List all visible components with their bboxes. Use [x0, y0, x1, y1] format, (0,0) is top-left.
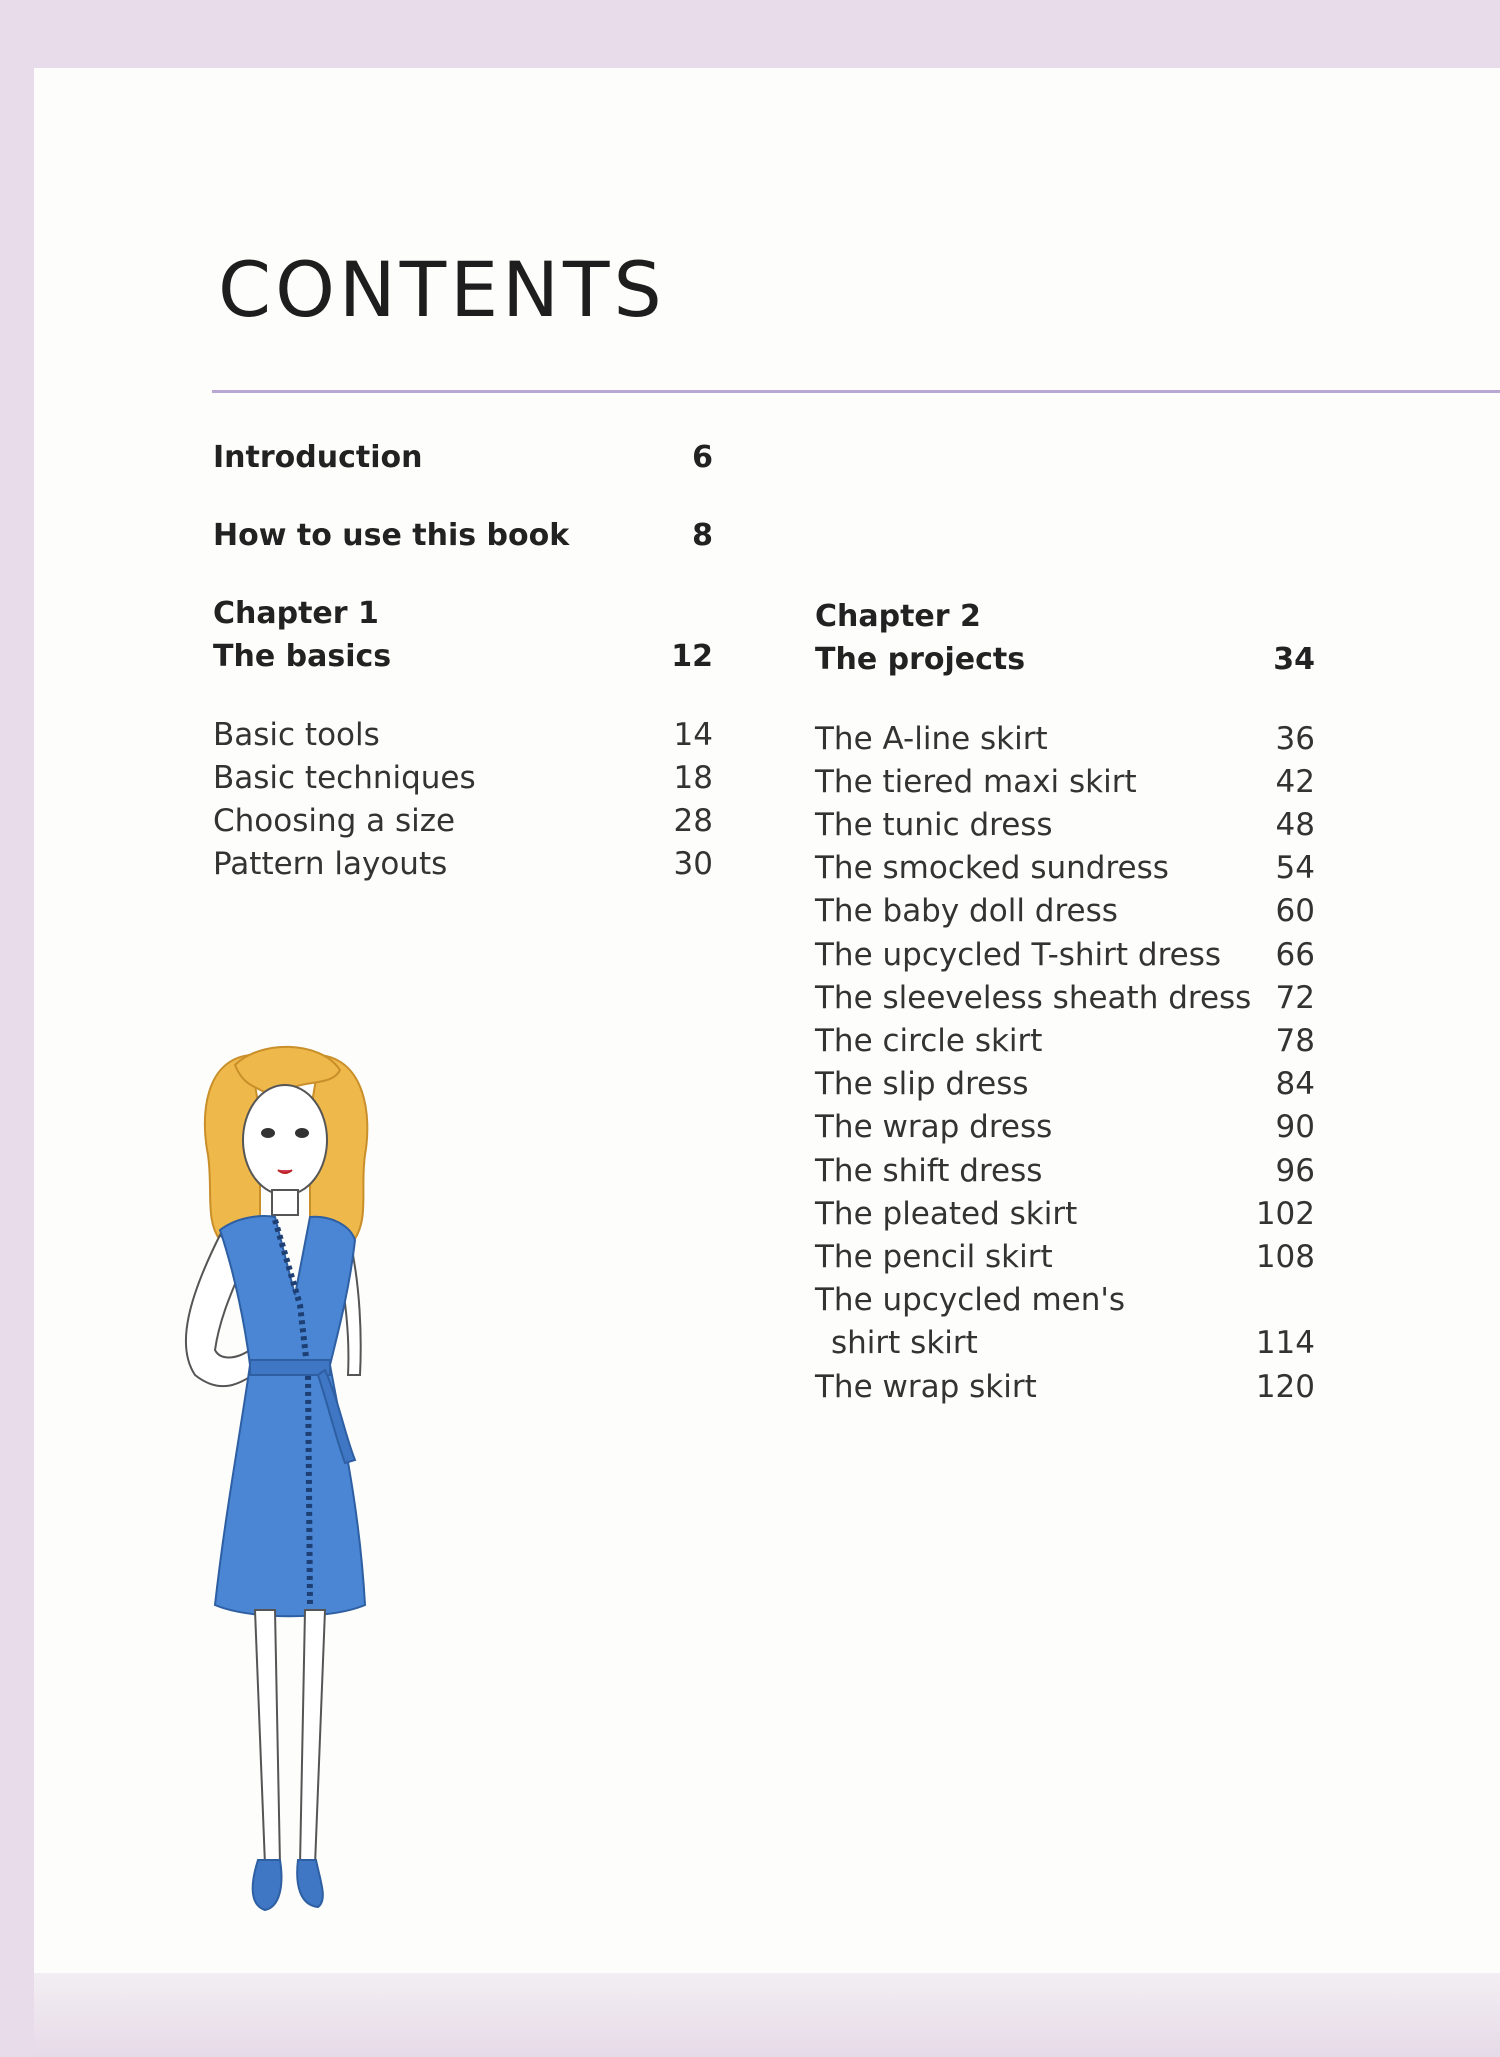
- toc-entry-page: 28: [673, 803, 713, 839]
- toc-entry[interactable]: [213, 846, 713, 882]
- dress-skirt: [215, 1365, 365, 1616]
- page-bottom-margin: [34, 1973, 1500, 2057]
- toc-entry-page: 30: [673, 846, 713, 882]
- toc-entry[interactable]: [815, 1196, 1315, 1232]
- toc-entry-label: The circle skirt: [815, 1023, 1043, 1059]
- toc-entry-page: 8: [692, 518, 713, 553]
- toc-entry-page: 102: [1255, 1196, 1315, 1232]
- legs: [255, 1610, 325, 1865]
- toc-entry[interactable]: [213, 717, 713, 753]
- toc-entry-page: 14: [673, 717, 713, 753]
- toc-entry[interactable]: [213, 803, 713, 839]
- dress-belt: [250, 1360, 330, 1375]
- toc-entry-label: shirt skirt: [831, 1325, 978, 1361]
- toc-entry[interactable]: [815, 1369, 1315, 1405]
- toc-entry-page: 48: [1275, 807, 1315, 843]
- page-title: CONTENTS: [218, 245, 666, 334]
- toc-entry[interactable]: [815, 937, 1315, 973]
- right-shoe: [297, 1860, 323, 1907]
- chapter-1-number: Chapter 1: [213, 596, 379, 631]
- toc-entry[interactable]: [815, 1109, 1315, 1145]
- toc-entry[interactable]: [815, 764, 1315, 800]
- toc-entry[interactable]: [815, 850, 1315, 886]
- toc-entry[interactable]: [815, 1153, 1315, 1189]
- toc-entry-label: Choosing a size: [213, 803, 456, 839]
- toc-entry-page: 114: [1255, 1325, 1315, 1361]
- toc-entry-label: The smocked sundress: [815, 850, 1169, 886]
- toc-entry[interactable]: [815, 893, 1315, 929]
- chapter-2-title: The projects: [815, 642, 1026, 677]
- chapter-1-heading[interactable]: [213, 639, 713, 674]
- toc-entry[interactable]: [815, 1023, 1315, 1059]
- title-divider: [212, 390, 1500, 393]
- toc-entry-page: 66: [1275, 937, 1315, 973]
- chapter-2-number: Chapter 2: [815, 599, 981, 634]
- toc-entry[interactable]: [815, 1282, 1315, 1318]
- toc-entry-label: How to use this book: [213, 518, 570, 553]
- toc-entry-page: 78: [1275, 1023, 1315, 1059]
- toc-entry-how-to-use[interactable]: [213, 518, 713, 553]
- toc-entry-label: Basic techniques: [213, 760, 476, 796]
- left-shoe: [253, 1860, 282, 1910]
- toc-entry-label: Introduction: [213, 440, 423, 475]
- toc-entry-page: 84: [1275, 1066, 1315, 1102]
- neck: [272, 1190, 298, 1215]
- toc-entry[interactable]: [815, 1066, 1315, 1102]
- toc-entry-page: 18: [673, 760, 713, 796]
- toc-entry-page: 108: [1255, 1239, 1315, 1275]
- toc-entry[interactable]: [815, 807, 1315, 843]
- toc-entry-label: The tiered maxi skirt: [815, 764, 1137, 800]
- toc-entry-page: 120: [1255, 1369, 1315, 1405]
- toc-entry-page: 60: [1275, 893, 1315, 929]
- toc-entry-page: 6: [692, 440, 713, 475]
- face: [243, 1085, 327, 1195]
- toc-entry-label: The tunic dress: [815, 807, 1053, 843]
- toc-entry-label: The shift dress: [815, 1153, 1043, 1189]
- toc-entry-page: 36: [1275, 721, 1315, 757]
- toc-entry-label: The baby doll dress: [815, 893, 1118, 929]
- chapter-2-heading[interactable]: [815, 642, 1315, 677]
- toc-entry-label: The wrap dress: [815, 1109, 1053, 1145]
- toc-entry-label: The sleeveless sheath dress: [815, 980, 1252, 1016]
- toc-entry[interactable]: [815, 721, 1315, 757]
- toc-entry-label: The A-line skirt: [815, 721, 1048, 757]
- toc-entry-introduction[interactable]: [213, 440, 713, 475]
- toc-entry-label: Basic tools: [213, 717, 380, 753]
- chapter-1-title: The basics: [213, 639, 392, 674]
- toc-entry[interactable]: [213, 760, 713, 796]
- chapter-1-page: 12: [671, 639, 713, 674]
- toc-entry-label: The slip dress: [815, 1066, 1029, 1102]
- toc-entry-label: The upcycled men's: [815, 1282, 1126, 1318]
- toc-entry-label: The pleated skirt: [815, 1196, 1078, 1232]
- toc-entry-page: 42: [1275, 764, 1315, 800]
- toc-entry-page: 72: [1275, 980, 1315, 1016]
- toc-entry-page: 54: [1275, 850, 1315, 886]
- toc-entry[interactable]: [815, 1239, 1315, 1275]
- toc-entry-label: The upcycled T-shirt dress: [815, 937, 1222, 973]
- toc-entry[interactable]: [815, 980, 1315, 1016]
- toc-entry-label: Pattern layouts: [213, 846, 448, 882]
- toc-entry-label: The pencil skirt: [815, 1239, 1053, 1275]
- toc-entry-page: 90: [1275, 1109, 1315, 1145]
- toc-entry-label: The wrap skirt: [815, 1369, 1037, 1405]
- dress-bodice: [220, 1216, 355, 1365]
- toc-entry-continuation[interactable]: [815, 1325, 1315, 1361]
- toc-entry-page: 96: [1275, 1153, 1315, 1189]
- chapter-2-page: 34: [1273, 642, 1315, 677]
- dress-illustration: [180, 1045, 460, 1925]
